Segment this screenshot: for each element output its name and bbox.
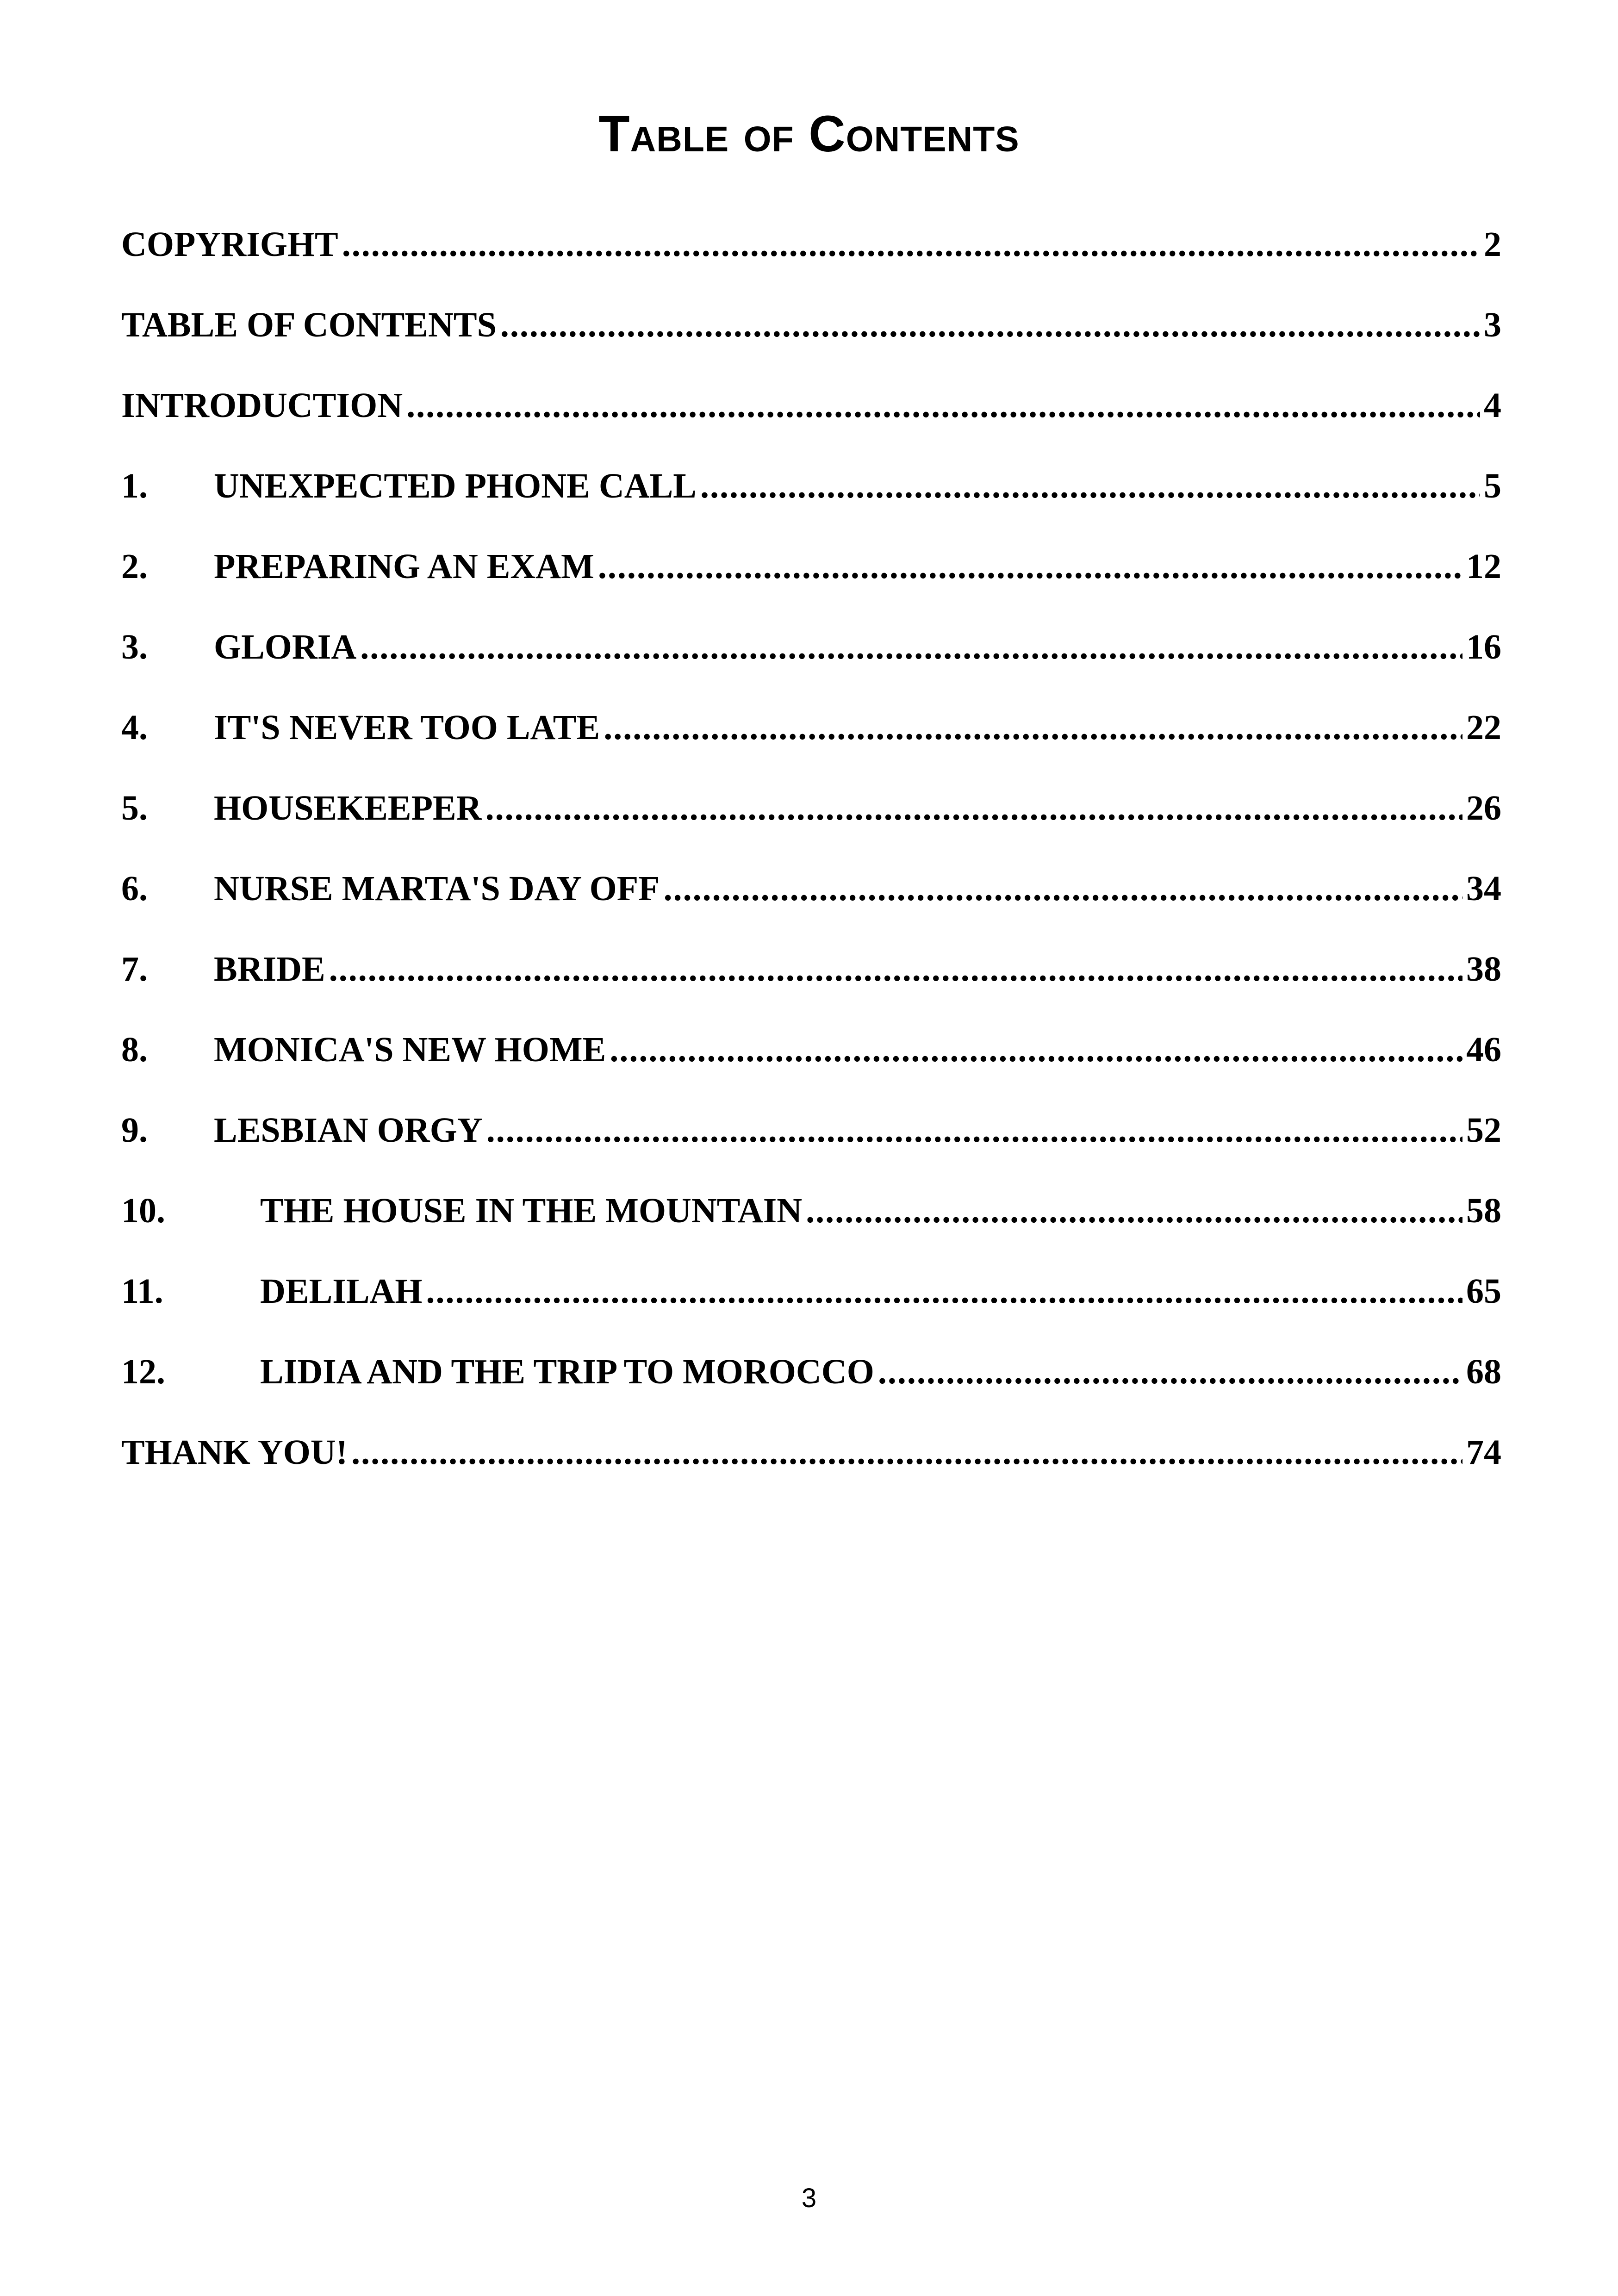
toc-entry-page: 3: [1484, 305, 1501, 344]
toc-dot-leader: [351, 1425, 1462, 1480]
toc-dot-leader: [604, 700, 1462, 755]
toc-entry[interactable]: [121, 1263, 1501, 1344]
toc-entry-label: NURSE MARTA'S DAY OFF: [214, 869, 660, 908]
toc-dot-leader: [406, 378, 1480, 433]
toc-dot-leader: [329, 941, 1462, 997]
toc-entry[interactable]: [121, 378, 1501, 458]
toc-entry-label: BRIDE: [214, 950, 325, 989]
toc-dot-leader: [610, 1022, 1462, 1077]
toc-entry-page: 22: [1466, 708, 1501, 747]
toc-entry-number: 12.: [121, 1352, 165, 1391]
toc-entry-page: 74: [1466, 1433, 1501, 1472]
toc-dot-leader: [342, 217, 1480, 272]
toc-entry-label: UNEXPECTED PHONE CALL: [214, 467, 697, 505]
toc-entry[interactable]: [121, 941, 1501, 1022]
toc-entry-page: 46: [1466, 1030, 1501, 1069]
toc-entry-number: 10.: [121, 1191, 165, 1230]
page-number: 3: [801, 2183, 817, 2213]
toc-entry[interactable]: [121, 780, 1501, 861]
toc-entry-number: 3.: [121, 628, 148, 666]
toc-entry-page: 65: [1466, 1272, 1501, 1311]
toc-entry-number: 6.: [121, 869, 148, 908]
toc-entry-label: IT'S NEVER TOO LATE: [214, 708, 600, 747]
toc-entry[interactable]: [121, 619, 1501, 700]
toc-dot-leader: [664, 861, 1462, 916]
toc-entry-number: 11.: [121, 1272, 163, 1311]
toc-entry-label: LIDIA AND THE TRIP TO MOROCCO: [260, 1352, 874, 1391]
toc-entry-label: GLORIA: [214, 628, 357, 666]
toc-entry[interactable]: [121, 1022, 1501, 1102]
toc-entry-page: 16: [1466, 628, 1501, 666]
toc-entry[interactable]: [121, 861, 1501, 941]
toc-dot-leader: [500, 297, 1480, 353]
toc-entry-label: LESBIAN ORGY: [214, 1111, 483, 1150]
toc-dot-leader: [806, 1183, 1462, 1238]
toc-entry[interactable]: [121, 539, 1501, 619]
toc-entry-page: 5: [1484, 467, 1501, 505]
toc-dot-leader: [426, 1263, 1462, 1319]
toc-entry[interactable]: [121, 458, 1501, 539]
toc-entry-page: 34: [1466, 869, 1501, 908]
toc-dot-leader: [360, 619, 1462, 675]
toc-entry-page: 68: [1466, 1352, 1501, 1391]
toc-entry[interactable]: [121, 1344, 1501, 1425]
toc-entry-page: 58: [1466, 1191, 1501, 1230]
toc-entry-label: DELILAH: [260, 1272, 423, 1311]
toc-entry-number: 1.: [121, 467, 148, 505]
toc-entry-number: 9.: [121, 1111, 148, 1150]
toc-entry-label: HOUSEKEEPER: [214, 789, 482, 828]
toc-dot-leader: [485, 780, 1462, 836]
toc-entry-number: 4.: [121, 708, 148, 747]
toc-entry[interactable]: [121, 1102, 1501, 1183]
toc-entry-label: THANK YOU!: [121, 1433, 348, 1472]
toc-dot-leader: [878, 1344, 1462, 1400]
toc-entry-label: TABLE OF CONTENTS: [121, 305, 497, 344]
toc-entry-label: MONICA'S NEW HOME: [214, 1030, 606, 1069]
toc-entry-page: 4: [1484, 386, 1501, 425]
toc-dot-leader: [598, 539, 1462, 594]
toc-dot-leader: [700, 458, 1480, 514]
toc-entry-page: 26: [1466, 789, 1501, 828]
toc-dot-leader: [486, 1102, 1462, 1158]
toc-entry-number: 2.: [121, 547, 148, 586]
toc-entry-page: 2: [1484, 225, 1501, 264]
toc-entry[interactable]: [121, 217, 1501, 297]
toc-entry-page: 38: [1466, 950, 1501, 989]
toc-entry[interactable]: [121, 700, 1501, 780]
toc-entry[interactable]: [121, 297, 1501, 378]
toc-entry-number: 8.: [121, 1030, 148, 1069]
toc-entry-page: 12: [1466, 547, 1501, 586]
toc-entry-number: 7.: [121, 950, 148, 989]
page-title: Table of Contents: [598, 106, 1020, 162]
toc-entry-number: 5.: [121, 789, 148, 828]
toc-entry-label: INTRODUCTION: [121, 386, 403, 425]
toc-entry[interactable]: [121, 1425, 1501, 1505]
table-of-contents: [121, 217, 1501, 1505]
toc-entry[interactable]: [121, 1183, 1501, 1263]
toc-entry-label: COPYRIGHT: [121, 225, 338, 264]
toc-entry-label: PREPARING AN EXAM: [214, 547, 594, 586]
toc-entry-page: 52: [1466, 1111, 1501, 1150]
toc-entry-label: THE HOUSE IN THE MOUNTAIN: [260, 1191, 803, 1230]
